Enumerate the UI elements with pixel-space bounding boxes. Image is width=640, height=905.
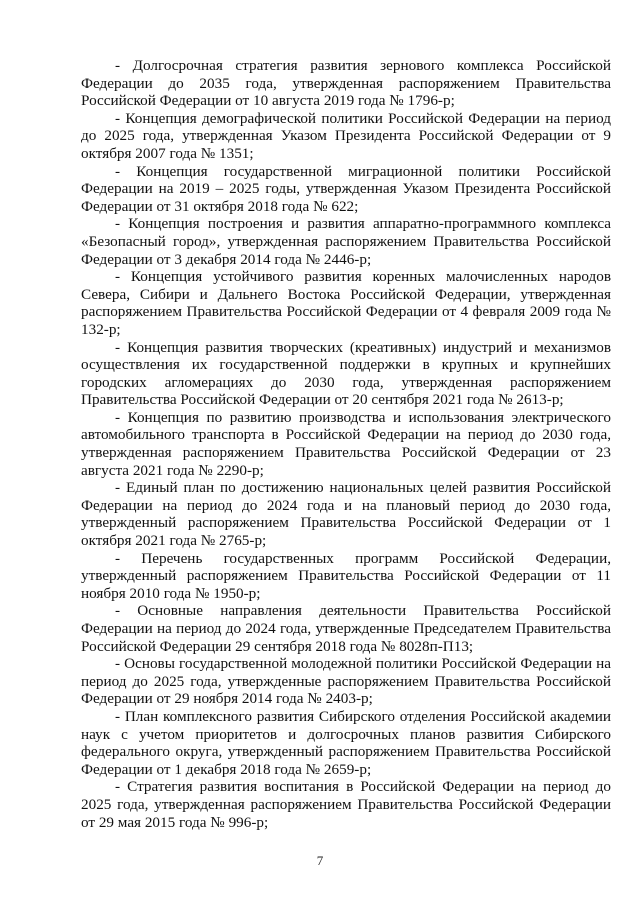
list-item: - Концепция устойчивого развития коренных малочисленных народов Севера, Сибири и Дальнего Востока Российской Федерации, утвержденная распоряжением Правительства Российской Федерации от 4 февраля 2009 года № 132-р; — [81, 268, 611, 338]
list-item: - Перечень государственных программ Российской Федерации, утвержденный распоряжением Правительства Российской Федерации от 11 ноября 2010 года № 1950-р; — [81, 549, 611, 602]
list-item: - Единый план по достижению национальных целей развития Российской Федерации на период до 2024 года и на плановый период до 2030 года, утвержденный распоряжением Правительства Российской Федерации от 1 октября 2021 года № 2765-р; — [81, 479, 611, 550]
list-item: - Концепция демографической политики Российской Федерации на период до 2025 года, утвержденная Указом Президента Российской Федерации от 9 октября 2007 года № 1351; — [81, 109, 611, 162]
document-body — [81, 57, 611, 831]
list-item: - Основы государственной молодежной политики Российской Федерации на период до 2025 года, утвержденные распоряжением Правительства Российской Федерации от 29 ноября 2014 года № 2403-р; — [81, 655, 611, 708]
list-item: - Концепция государственной миграционной политики Российской Федерации на 2019 – 2025 годы, утвержденная Указом Президента Российской Федерации от 31 октября 2018 года № 622; — [81, 162, 611, 215]
list-item: - Концепция по развитию производства и использования электрического автомобильного транспорта в Российской Федерации на период до 2030 года, утвержденная распоряжением Правительства Российской Федерации от 23 августа 2021 года № 2290-р; — [81, 408, 611, 479]
list-item: - Основные направления деятельности Правительства Российской Федерации на период до 2024 года, утвержденные Председателем Правительства Российской Федерации 29 сентября 2018 года № 8028п-П13; — [81, 602, 611, 655]
list-item: - Долгосрочная стратегия развития зернового комплекса Российской Федерации до 2035 года, утвержденная распоряжением Правительства Российской Федерации от 10 августа 2019 года № 1796-р; — [81, 57, 611, 110]
list-item: - План комплексного развития Сибирского отделения Российской академии наук с учетом приоритетов и долгосрочных планов развития Сибирского федерального округа, утвержденный распоряжением Правительства Российской Федерации от 1 декабря 2018 года № 2659-р; — [81, 707, 611, 778]
list-item: - Стратегия развития воспитания в Российской Федерации на период до 2025 года, утвержденная распоряжением Правительства Российской Федерации от 29 мая 2015 года № 996-р; — [81, 778, 611, 831]
list-item: - Концепция построения и развития аппаратно-программного комплекса «Безопасный город», утвержденная распоряжением Правительства Российской Федерации от 3 декабря 2014 года № 2446-р; — [81, 215, 611, 268]
page-number: 7 — [316, 853, 324, 868]
list-item: - Концепция развития творческих (креативных) индустрий и механизмов осуществления их государственной поддержки в крупных и крупнейших городских агломерациях до 2030 года, утвержденная распоряжением Правительства Российской Федерации от 20 сентября 2021 года № 2613-р; — [81, 338, 611, 409]
